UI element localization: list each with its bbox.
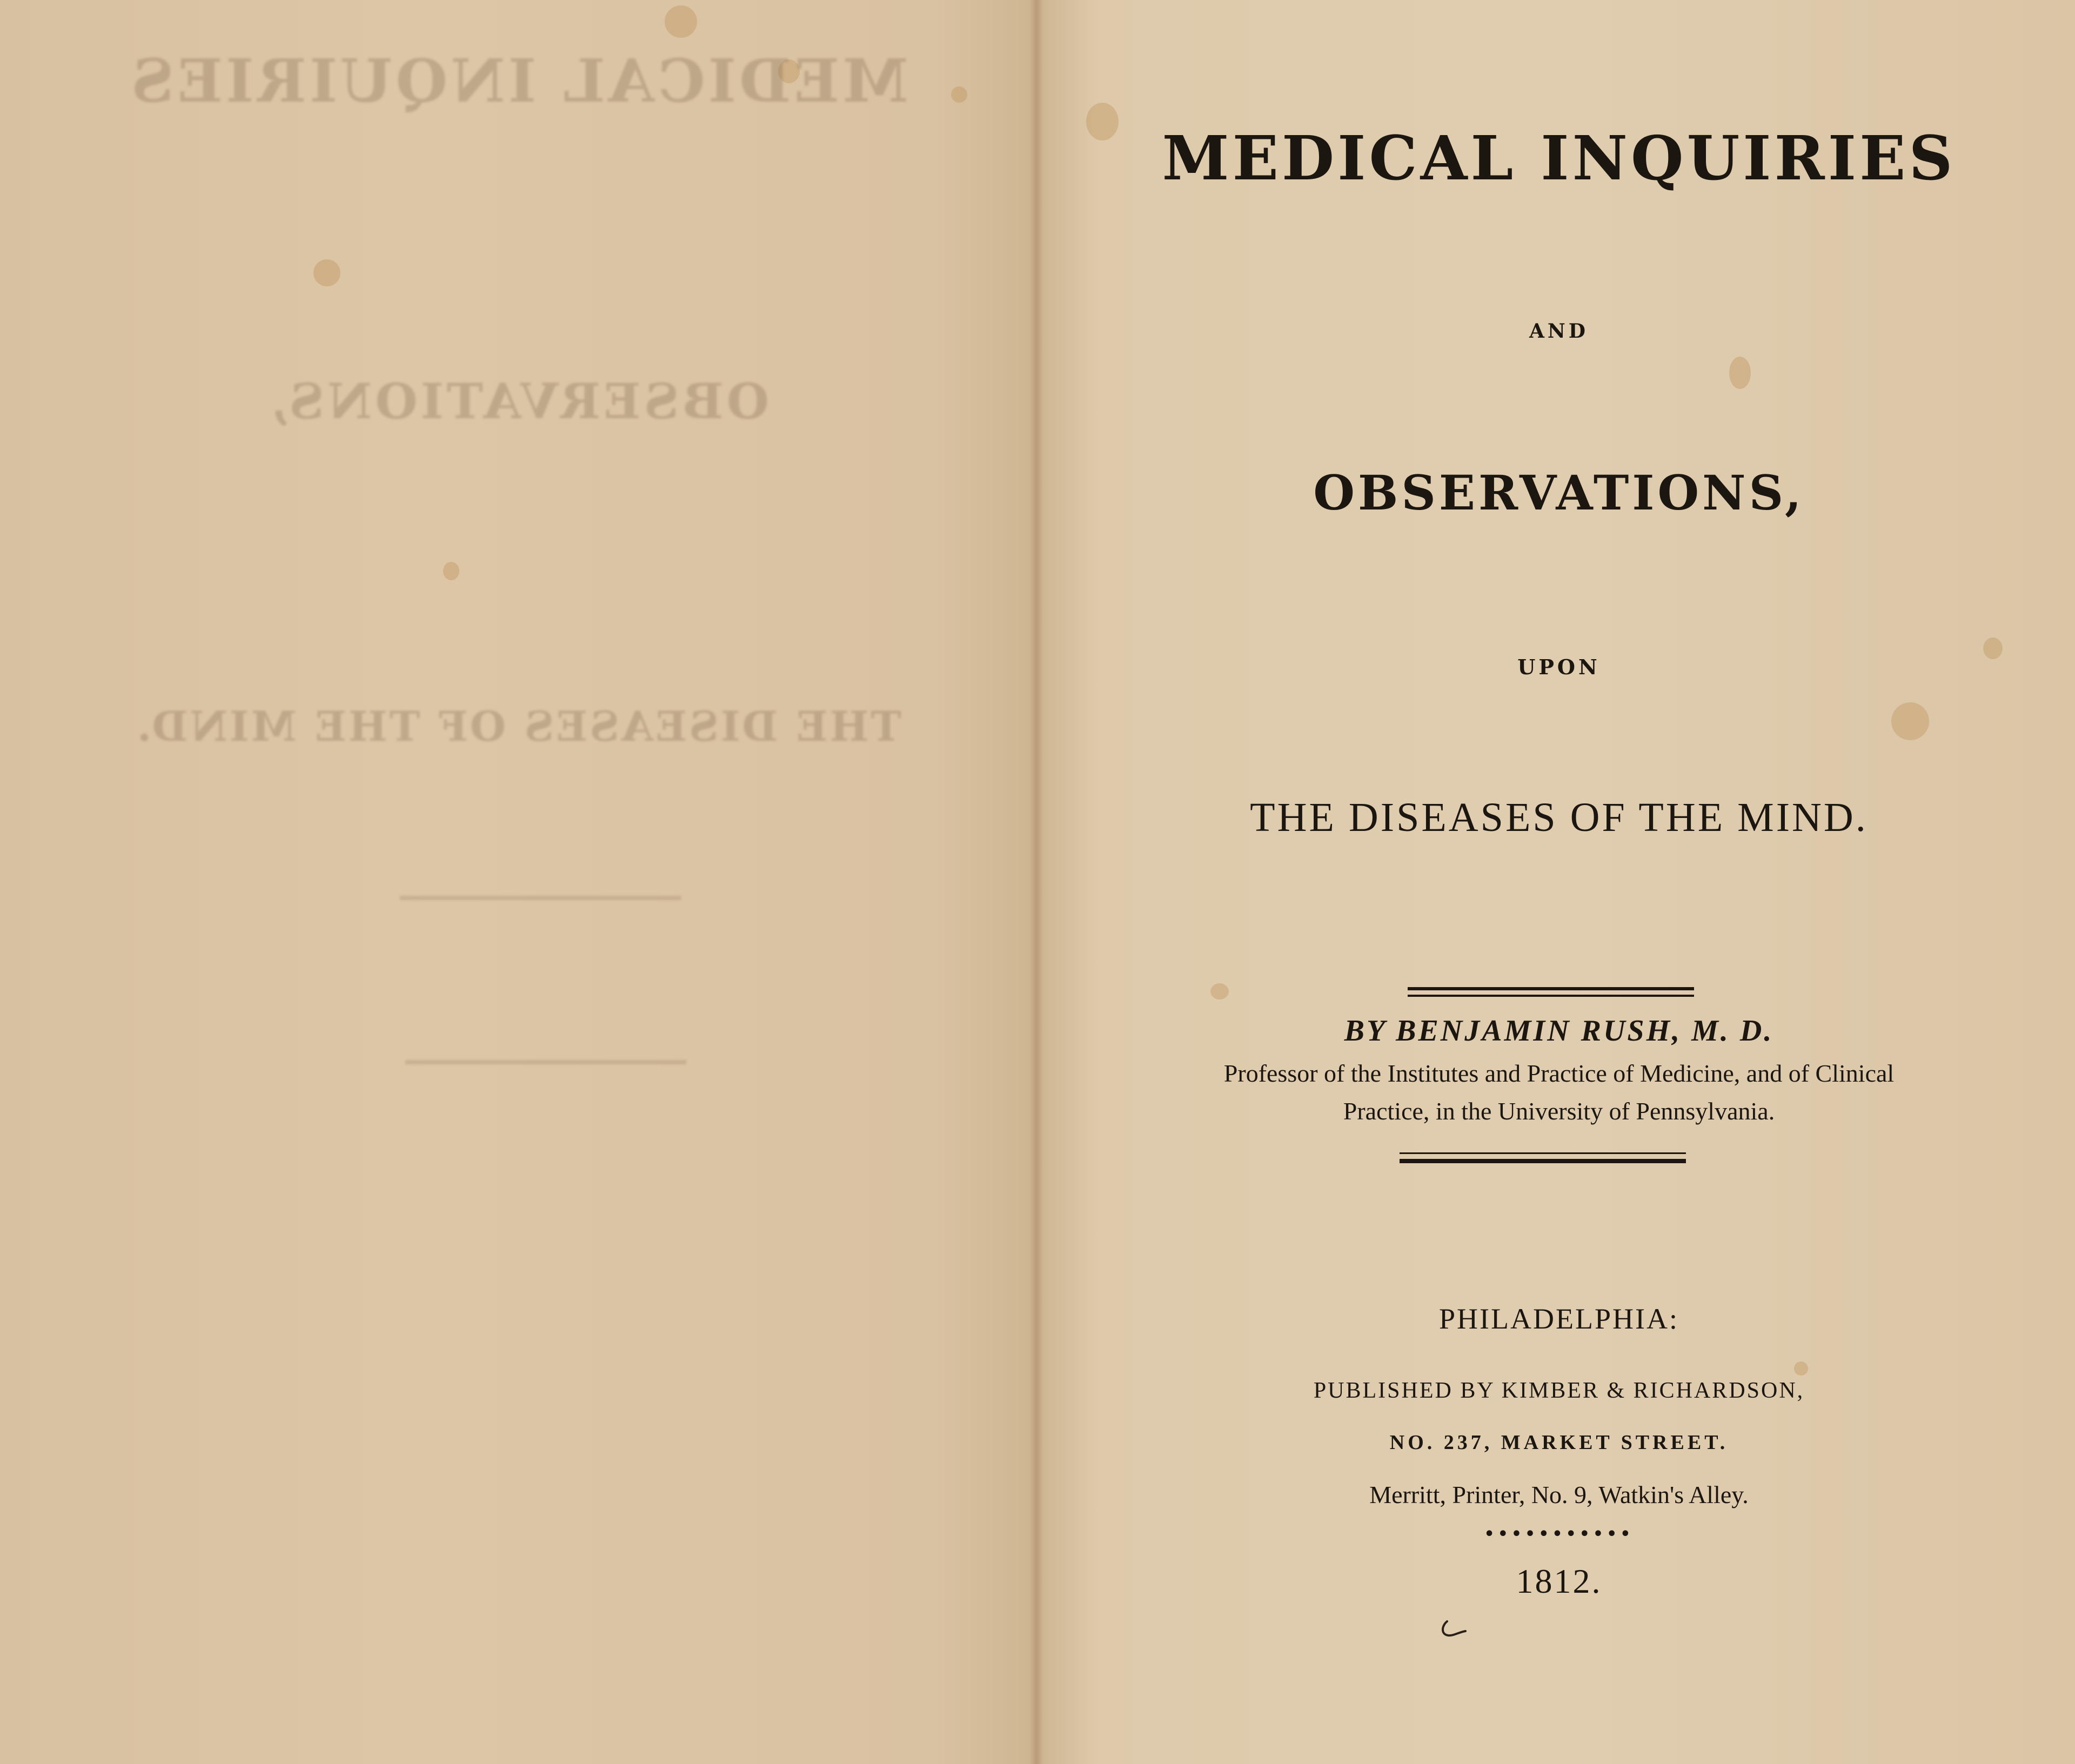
author-line: BY BENJAMIN RUSH, M. D.: [1344, 1014, 1774, 1048]
show-through-title: MEDICAL INQUIRIES: [128, 46, 909, 116]
show-through-observations: OBSERVATIONS,: [267, 373, 769, 430]
imprint-year: 1812.: [1516, 1562, 1602, 1600]
imprint-printer: Merritt, Printer, No. 9, Watkin's Alley.: [1369, 1481, 1749, 1508]
title-page: [1043, 0, 2075, 1764]
pencil-mark-icon: [1437, 1618, 1470, 1640]
book-title-second: OBSERVATIONS,: [1313, 465, 1805, 521]
show-through-subject: THE DISEASES OF THE MIND.: [135, 702, 902, 750]
ornament-dots: •••••••••••: [1484, 1525, 1634, 1544]
imprint-city: PHILADELPHIA:: [1439, 1303, 1679, 1335]
book-gutter: [1029, 0, 1043, 1764]
double-rule-top: [1408, 987, 1694, 997]
double-rule-bottom: [1400, 1152, 1686, 1163]
author-position-line-1: Professor of the Institutes and Practice of Medicine, and of Clinical: [1223, 1059, 1895, 1087]
left-page: [0, 0, 1036, 1764]
book-subject: THE DISEASES OF THE MIND.: [1250, 795, 1868, 840]
title-conjunction: AND: [1529, 320, 1589, 343]
show-through-rule: [400, 896, 681, 900]
book-title: MEDICAL INQUIRIES: [1162, 123, 1956, 194]
show-through-rule: [405, 1060, 686, 1064]
title-preposition: UPON: [1517, 655, 1601, 679]
imprint-address: NO. 237, MARKET STREET.: [1389, 1431, 1729, 1454]
author-position-line-2: Practice, in the University of Pennsylvania.: [1343, 1097, 1775, 1125]
imprint-publisher: PUBLISHED BY KIMBER & RICHARDSON,: [1313, 1378, 1805, 1403]
